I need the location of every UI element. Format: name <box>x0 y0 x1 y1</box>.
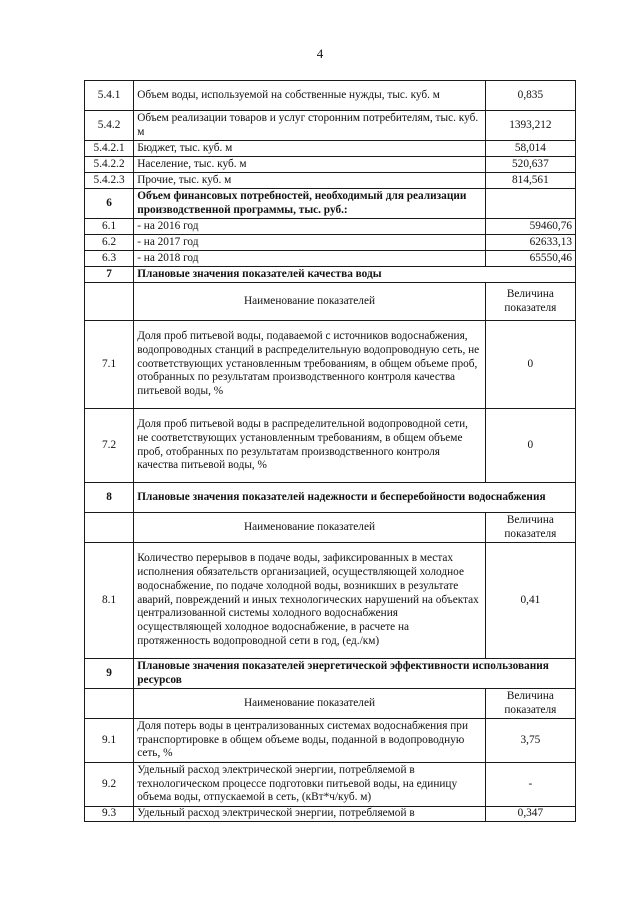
row-value: 0,347 <box>485 807 575 822</box>
row-text: Доля проб питьевой воды в распределительной водопроводной сети, не соответствующих установленным требованиям, в общем объеме проб, отобранных по результатам производственного контроля качества питьевой воды, % <box>134 409 486 483</box>
row-text: Количество перерывов в подаче воды, зафиксированных в местах исполнения обязательств организацией, осуществляющей холодное водоснабжение, по подаче холодной воды, возникших в результате аварий, повреждений и иных технологических нарушений на объектах централизованной системы холодного водоснабжения осуществляющей холодное водоснабжение, в расчете на протяженность водопроводной сети в год, (ед./км) <box>134 543 486 659</box>
table-row <box>85 141 576 157</box>
table-row <box>85 157 576 173</box>
row-number: 9.2 <box>85 763 134 807</box>
row-value: - <box>485 763 575 807</box>
row-text: Доля проб питьевой воды, подаваемой с источников водоснабжения, водопроводных станций в распределительную водопроводную сеть, не соответствующих установленным требованиям, в общем объеме проб, отобранных по результатам производственного контроля качества питьевой воды, % <box>134 321 486 409</box>
row-value: 0,41 <box>485 543 575 659</box>
row-number: 9.1 <box>85 719 134 763</box>
column-header-value: Величина показателя <box>485 283 575 321</box>
section-title: Плановые значения показателей энергетической эффективности использования ресурсов <box>134 659 576 689</box>
row-value: 62633,13 <box>485 235 575 251</box>
row-text: Доля потерь воды в централизованных системах водоснабжения при транспортировке в общем объеме воды, поданной в водопроводную сеть, % <box>134 719 486 763</box>
table-row <box>85 219 576 235</box>
empty-cell <box>85 283 134 321</box>
row-text: Объем реализации товаров и услуг сторонним потребителям, тыс. куб. м <box>134 111 486 141</box>
section-number: 6 <box>85 189 134 219</box>
table-row <box>85 321 576 409</box>
row-value: 814,561 <box>485 173 575 189</box>
empty-cell <box>85 689 134 719</box>
row-number: 9.3 <box>85 807 134 822</box>
table-row <box>85 235 576 251</box>
section-number: 7 <box>85 267 134 283</box>
row-value: 59460,76 <box>485 219 575 235</box>
row-value: 65550,46 <box>485 251 575 267</box>
row-number: 5.4.2.1 <box>85 141 134 157</box>
column-header-name: Наименование показателей <box>134 689 486 719</box>
section-number: 8 <box>85 483 134 513</box>
row-number: 7.1 <box>85 321 134 409</box>
table-row <box>85 81 576 111</box>
row-number: 7.2 <box>85 409 134 483</box>
section-title: Плановые значения показателей надежности и бесперебойности водоснабжения <box>134 483 576 513</box>
row-number: 8.1 <box>85 543 134 659</box>
row-value: 1393,212 <box>485 111 575 141</box>
empty-cell <box>485 189 575 219</box>
row-text: Население, тыс. куб. м <box>134 157 486 173</box>
row-value: 0 <box>485 321 575 409</box>
page-number: 4 <box>316 46 324 61</box>
row-text: Бюджет, тыс. куб. м <box>134 141 486 157</box>
row-number: 6.2 <box>85 235 134 251</box>
section-row <box>85 189 576 219</box>
row-value: 520,637 <box>485 157 575 173</box>
row-value: 0,835 <box>485 81 575 111</box>
row-number: 6.3 <box>85 251 134 267</box>
indicators-table <box>84 80 576 822</box>
table-row <box>85 409 576 483</box>
row-text: - на 2016 год <box>134 219 486 235</box>
column-header-value: Величина показателя <box>485 689 575 719</box>
row-number: 5.4.2.3 <box>85 173 134 189</box>
row-number: 5.4.1 <box>85 81 134 111</box>
row-text: Прочие, тыс. куб. м <box>134 173 486 189</box>
column-header-name: Наименование показателей <box>134 513 486 543</box>
row-text: Удельный расход электрической энергии, потребляемой в технологическом процессе подготовки питьевой воды, на единицу объема воды, отпускаемой в сеть, (кВт*ч/куб. м) <box>134 763 486 807</box>
table-row <box>85 807 576 822</box>
column-header-row <box>85 513 576 543</box>
table-row <box>85 763 576 807</box>
row-number: 5.4.2 <box>85 111 134 141</box>
row-text: Объем воды, используемой на собственные нужды, тыс. куб. м <box>134 81 486 111</box>
section-title: Плановые значения показателей качества воды <box>134 267 576 283</box>
row-text: - на 2017 год <box>134 235 486 251</box>
column-header-row <box>85 689 576 719</box>
section-row <box>85 267 576 283</box>
table-row <box>85 543 576 659</box>
row-value: 0 <box>485 409 575 483</box>
section-row <box>85 483 576 513</box>
table-row <box>85 173 576 189</box>
table-row <box>85 719 576 763</box>
section-title: Объем финансовых потребностей, необходимый для реализации производственной программы, тыс. руб.: <box>134 189 486 219</box>
row-number: 5.4.2.2 <box>85 157 134 173</box>
row-value: 58,014 <box>485 141 575 157</box>
row-value: 3,75 <box>485 719 575 763</box>
empty-cell <box>85 513 134 543</box>
section-row <box>85 659 576 689</box>
row-number: 6.1 <box>85 219 134 235</box>
table-row <box>85 251 576 267</box>
column-header-value: Величина показателя <box>485 513 575 543</box>
table-row <box>85 111 576 141</box>
row-text: Удельный расход электрической энергии, потребляемой в <box>134 807 486 822</box>
row-text: - на 2018 год <box>134 251 486 267</box>
section-number: 9 <box>85 659 134 689</box>
column-header-row <box>85 283 576 321</box>
column-header-name: Наименование показателей <box>134 283 486 321</box>
